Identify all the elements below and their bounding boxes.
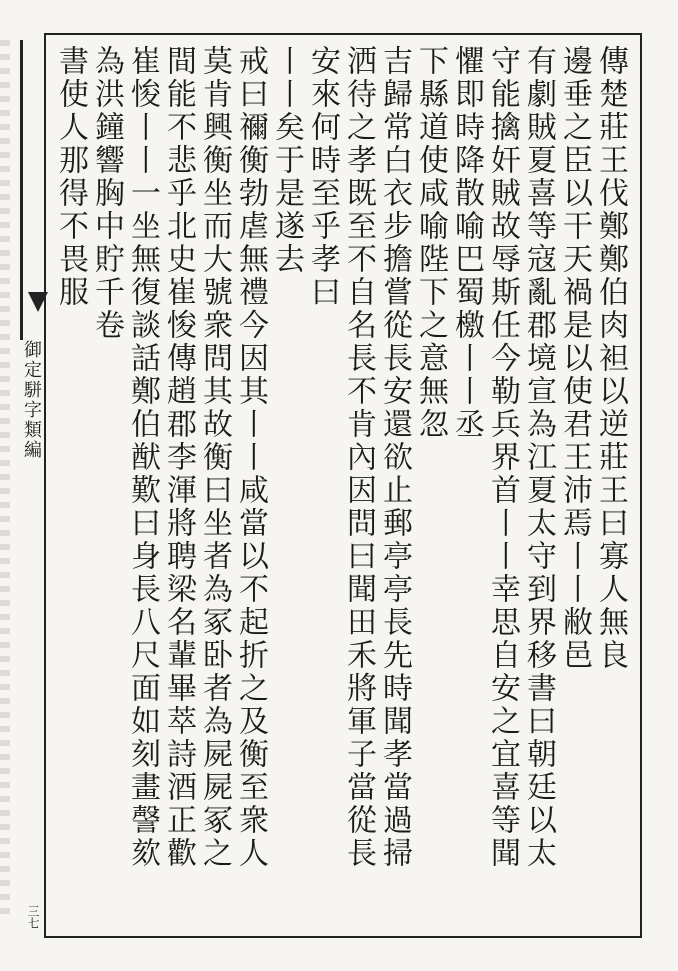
text-column: 下縣道使咸喻陛下之意無忽 (413, 45, 448, 441)
text-column: 有劇賊夏喜等寇亂郡境宣為江夏太守到界移書曰朝廷以太 (521, 45, 556, 870)
text-column: 傳楚莊王伐鄭鄭伯肉袒以逆莊王曰寡人無良 (593, 45, 628, 672)
text-column: 為洪鐘響胸中貯千卷 (89, 45, 124, 342)
text-column: 書使人那得不畏服 (53, 45, 88, 309)
text-column: 懼即時降散喻巴蜀檄丨丨丞 (449, 45, 484, 441)
text-column: 安來何時至乎孝曰 (305, 45, 340, 309)
text-column: 間能不悲乎北史崔悛傳趙郡李渾將聘梁名輩畢萃詩酒正歡 (161, 45, 196, 870)
binding-edge (0, 40, 10, 920)
text-column: 守能擒奸賊故辱斯任今勒兵界首丨丨幸思自安之宜喜等聞 (485, 45, 520, 870)
text-column: 丨丨矣于是遂去 (269, 45, 304, 276)
text-frame (44, 33, 642, 938)
text-column: 崔悛丨丨一坐無復談話鄭伯猷歎曰身長八尺面如刻畫謦欬 (125, 45, 160, 870)
text-column: 洒待之孝既至不自名長不肯內因問曰聞田禾將軍子當從長 (341, 45, 376, 870)
text-column: 莫肯興衡坐而大號衆問其故衡曰坐者為冢卧者為屍屍冢之 (197, 45, 232, 870)
text-column: 邊垂之臣以干天禍是以使君王沛焉丨丨敝邑 (557, 45, 592, 672)
text-column: 戒曰禰衡勃虐無禮今因其丨丨咸當以不起折之及衡至衆人 (233, 45, 268, 870)
gutter-title: 御定駢字類編 (21, 340, 42, 460)
text-column: 吉歸常白衣步擔嘗從長安還欲止郵亭亭長先時聞孝當過掃 (377, 45, 412, 870)
gutter-page-number: 三七 (26, 905, 40, 929)
